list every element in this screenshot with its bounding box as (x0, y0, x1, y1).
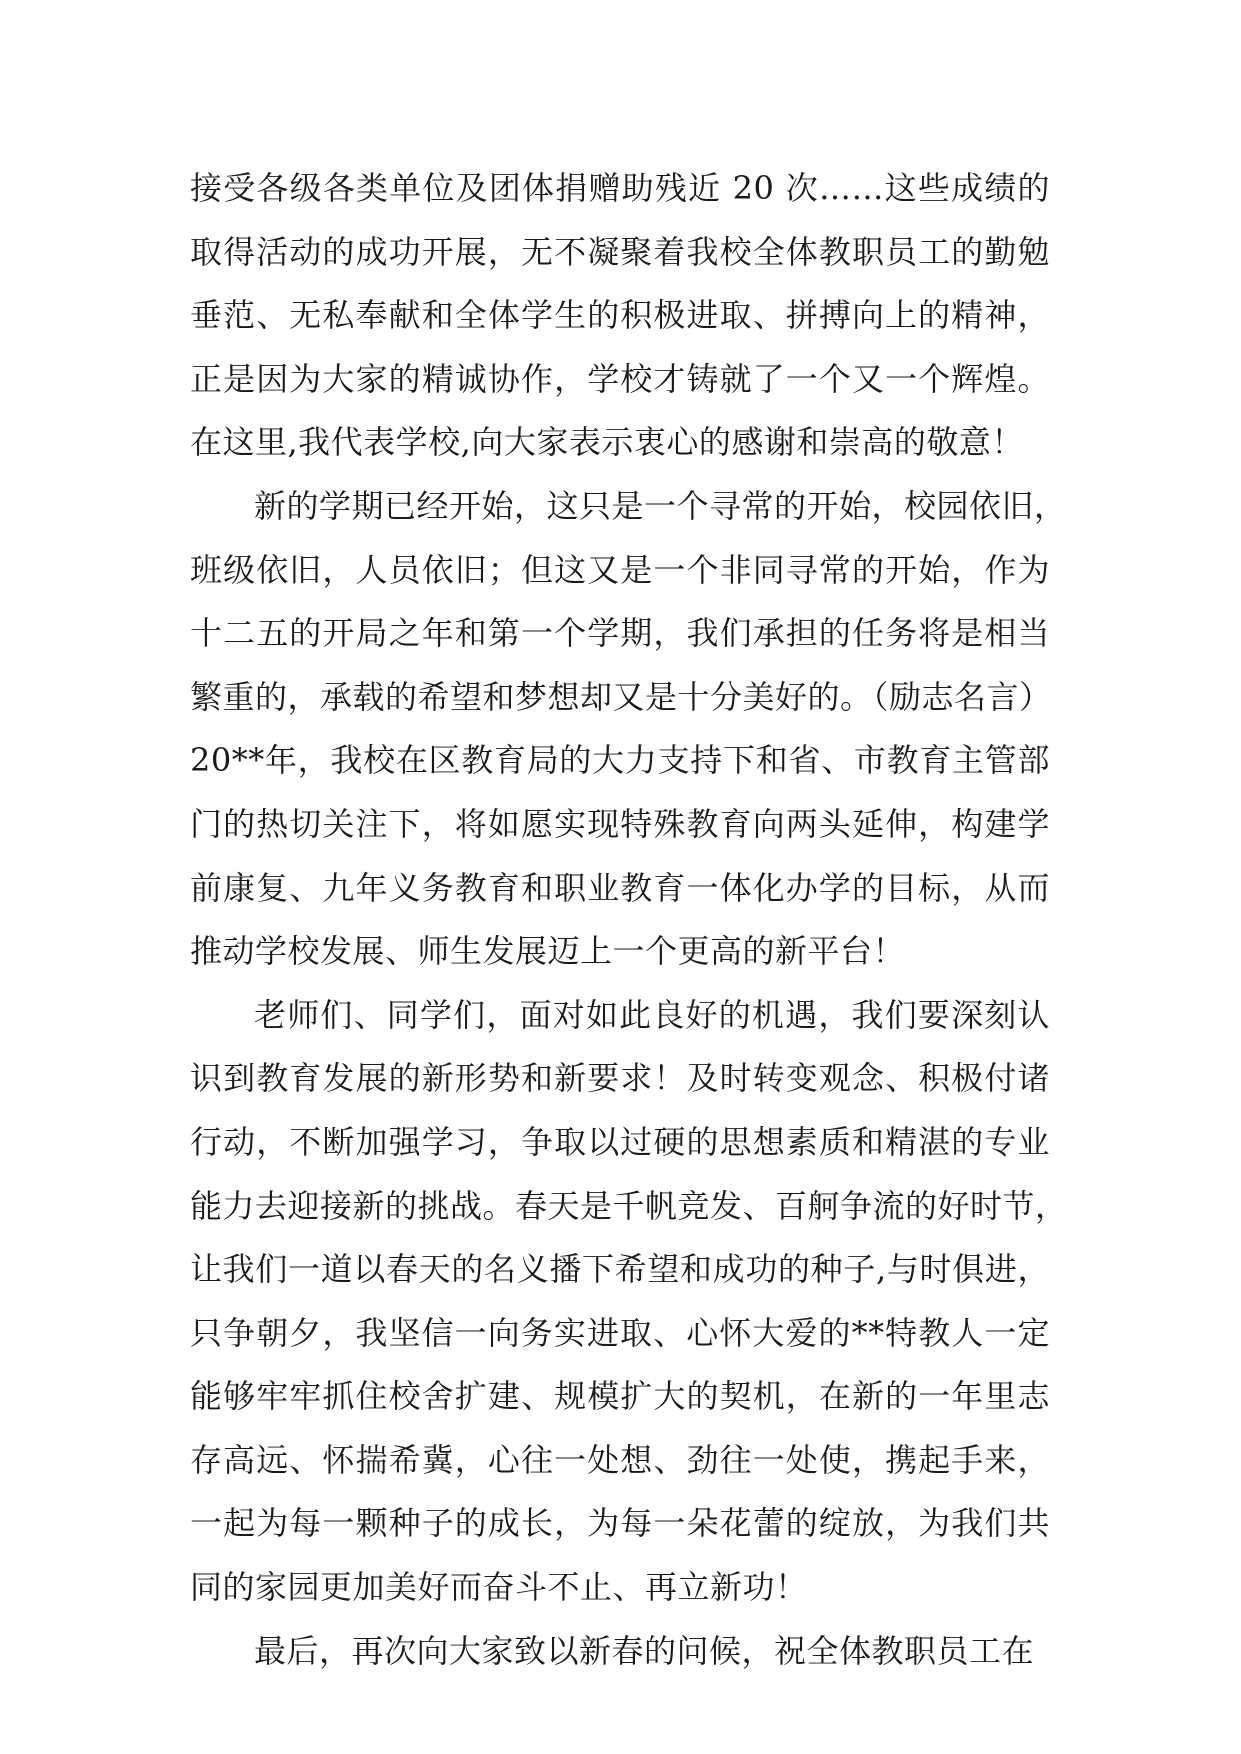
text-line: 能力去迎接新的挑战。春天是千帆竞发、百舸争流的好时节， (190, 1186, 1068, 1225)
text-line: 行动，不断加强学习，争取以过硬的思想素质和精湛的专业 (190, 1122, 1050, 1161)
text-line: 班级依旧，人员依旧；但这又是一个非同寻常的开始，作为 (190, 550, 1050, 589)
text-line: 能够牢牢抓住校舍扩建、规模扩大的契机，在新的一年里志 (190, 1377, 1050, 1416)
text-line: 接受各级各类单位及团体捐赠助残近 20 次……这些成绩的 (190, 169, 1050, 207)
text-line: 取得活动的成功开展，无不凝聚着我校全体教职员工的勤勉 (190, 232, 1050, 271)
text-line: 门的热切关注下，将如愿实现特殊教育向两头延伸，构建学 (190, 804, 1050, 843)
paragraph-1 (190, 157, 1050, 475)
text-line: 正是因为大家的精诚协作，学校才铸就了一个又一个辉煌。 (190, 359, 1050, 398)
text-line: 20**年，我校在区教育局的大力支持下和省、市教育主管部 (190, 741, 1050, 780)
text-line: 同的家园更加美好而奋斗不止、再立新功！ (190, 1568, 808, 1607)
text-line: 前康复、九年义务教育和职业教育一体化办学的目标，从而 (190, 868, 1050, 907)
paragraph-3 (190, 984, 1068, 1620)
text-line: 一起为每一颗种子的成长，为每一朵花蕾的绽放，为我们共 (190, 1504, 1050, 1543)
text-line: 在这里,我代表学校,向大家表示衷心的感谢和崇高的敬意！ (190, 423, 1024, 462)
paragraph-2 (190, 475, 1067, 984)
text-line: 新的学期已经开始，这只是一个寻常的开始，校园依旧， (254, 486, 1067, 525)
document-body (190, 157, 1068, 1683)
text-line: 推动学校发展、师生发展迈上一个更高的新平台！ (190, 932, 906, 971)
text-line: 垂范、无私奉献和全体学生的积极进取、拼搏向上的精神， (190, 296, 1050, 335)
text-line: 识到教育发展的新形势和新要求！及时转变观念、积极付诸 (190, 1059, 1050, 1098)
text-line: 最后，再次向大家致以新春的问候，祝全体教职员工在 (254, 1631, 1035, 1670)
text-line: 存高远、怀揣希冀，心往一处想、劲往一处使，携起手来， (190, 1440, 1050, 1479)
text-line: 繁重的，承载的希望和梦想却又是十分美好的。（励志名言） (190, 677, 1052, 716)
text-line: 十二五的开局之年和第一个学期，我们承担的任务将是相当 (190, 614, 1050, 653)
text-line: 只争朝夕，我坚信一向务实进取、心怀大爱的**特教人一定 (190, 1313, 1050, 1352)
text-line: 让我们一道以春天的名义播下希望和成功的种子,与时俱进， (190, 1250, 1050, 1289)
paragraph-4 (190, 1620, 1050, 1684)
text-line: 老师们、同学们，面对如此良好的机遇，我们要深刻认 (254, 995, 1050, 1034)
